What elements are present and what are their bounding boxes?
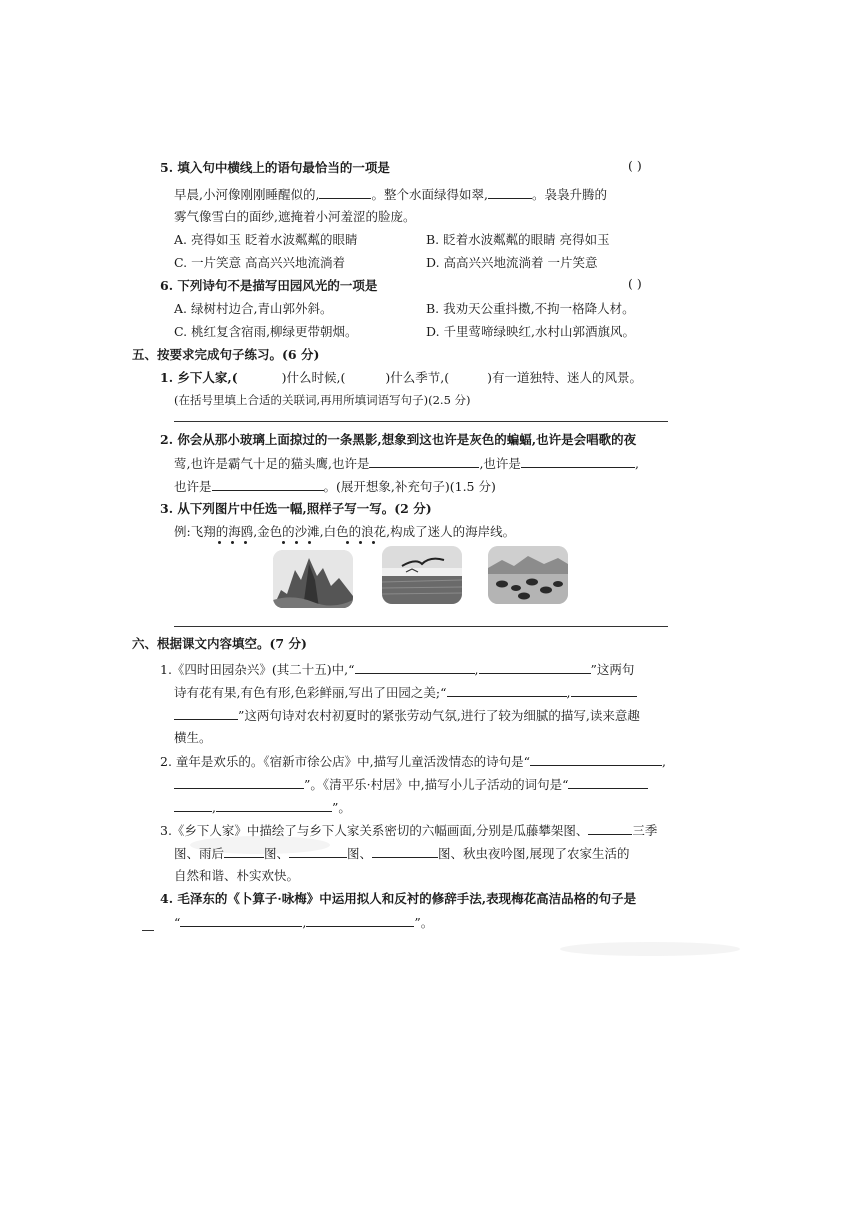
sec5-q2-text-5: 。(展开想象,补充句子)(1.5 分)	[323, 479, 496, 494]
sec6-q1-blank-4[interactable]	[571, 682, 637, 697]
sec6-q3-blank-3[interactable]	[289, 843, 347, 858]
emphasis-dots	[200, 541, 500, 545]
sec5-q2-text-3: ,也许是	[479, 456, 521, 471]
sec6-q3-line1	[160, 820, 657, 841]
sec5-q3-example: 例:飞翔的海鸥,金色的沙滩,白色的浪花,构成了迷人的海岸线。	[174, 524, 516, 539]
sec5-q1-text-3: )什么季节,(	[385, 370, 450, 385]
sec6-q1-comma-2: ,	[566, 685, 571, 700]
page-edge-mark	[142, 930, 154, 931]
sec6-q3-text-5: 图、	[347, 846, 373, 861]
sec6-q2-blank-5[interactable]	[216, 797, 332, 812]
sec6-q3-text-1: 3.《乡下人家》中描绘了与乡下人家关系密切的六幅画面,分别是瓜藤攀架图、	[160, 823, 589, 838]
sec5-q2-line2	[174, 453, 639, 474]
scan-smudge	[560, 942, 740, 956]
sec6-q1-comma-1: ,	[474, 662, 479, 677]
q5-option-c[interactable]: C. 一片笑意 高高兴兴地流淌着	[174, 255, 346, 270]
sec5-q2-text-2: 莺,也许是霸气十足的猫头鹰,也许是	[174, 456, 370, 471]
section-5-title: 五、按要求完成句子练习。(6 分)	[132, 347, 320, 362]
sec6-q4-text-2: ”。	[414, 915, 434, 930]
sec6-q2-comma-2: ,	[212, 800, 216, 815]
sec6-q4-line1	[160, 889, 636, 909]
sec6-q3-line3: 自然和谐、朴实欢快。	[174, 868, 300, 883]
sec6-q1-text-3: 诗有花有果,有色有形,色彩鲜丽,写出了田园之美;“	[174, 685, 447, 700]
q5-stem: 5. 填入句中横线上的语句最恰当的一项是	[160, 160, 390, 175]
grassland-herd-photo[interactable]	[488, 546, 568, 604]
sec6-q3-text-6: 图、秋虫夜吟图,展现了农家生活的	[438, 846, 630, 861]
sec6-q2-comma: ,	[662, 754, 666, 769]
sec5-q2-text-4: 也许是	[174, 479, 212, 494]
sec6-q4-blank-1[interactable]	[180, 912, 302, 927]
sec6-q1-text-4: ”这两句诗对农村初夏时的紧张劳动气氛,进行了较为细腻的描写,读来意趣	[238, 708, 640, 723]
sec5-q1-text-1: 1. 乡下人家,(	[160, 370, 238, 385]
sec6-q1-line3	[174, 705, 640, 726]
sec5-q2-blank-1[interactable]	[369, 453, 479, 468]
q6-option-d[interactable]: D. 千里莺啼绿映红,水村山郭酒旗风。	[426, 324, 635, 339]
sec5-q1-answer-line[interactable]	[174, 421, 668, 422]
sec6-q4-text-1: 4. 毛泽东的《卜算子·咏梅》中运用拟人和反衬的修辞手法,表现梅花高洁品格的句子是	[160, 891, 637, 906]
sec6-q2-text-3: ”。	[331, 800, 351, 815]
section-6-title: 六、根据课文内容填空。(7 分)	[132, 636, 307, 651]
q5-sentence-line1	[174, 184, 607, 205]
sec6-q1-text-1: 1.《四时田园杂兴》(其二十五)中,“	[160, 662, 355, 677]
sec6-q4-open-quote: “	[174, 915, 181, 930]
sec6-q1-blank-2[interactable]	[479, 659, 591, 674]
q5-blank-1[interactable]	[319, 184, 371, 199]
sec5-q1-text-4: )有一道独特、迷人的风景。	[487, 370, 643, 385]
sec5-q2-line3	[174, 476, 496, 497]
sec5-q3-stem: 3. 从下列图片中任选一幅,照样子写一写。(2 分)	[160, 501, 432, 516]
sec6-q2-blank-2[interactable]	[174, 774, 304, 789]
sec6-q2-blank-4[interactable]	[174, 797, 212, 812]
sec6-q3-blank-2[interactable]	[224, 843, 264, 858]
sec6-q3-text-3: 图、雨后	[174, 846, 225, 861]
sec6-q1-line2	[174, 682, 637, 703]
sec5-q1-text-2: )什么时候,(	[281, 370, 346, 385]
sec6-q4-blank-2[interactable]	[306, 912, 414, 927]
sec5-q2-text-1: 2. 你会从那小玻璃上面掠过的一条黑影,想象到这也许是灰色的蝙蝠,也许是会唱歌的夜	[160, 432, 637, 447]
sec5-q2-blank-3[interactable]	[212, 476, 324, 491]
sec6-q2-blank-3[interactable]	[568, 774, 648, 789]
q5-option-a[interactable]: A. 亮得如玉 眨着水波粼粼的眼睛	[174, 232, 358, 247]
sec5-q3-answer-line[interactable]	[174, 626, 668, 627]
q5-option-b[interactable]: B. 眨着水波粼粼的眼睛 亮得如玉	[426, 232, 610, 247]
sec5-q2-comma: ,	[634, 456, 639, 471]
q6-stem: 6. 下列诗句不是描写田园风光的一项是	[160, 278, 378, 293]
q5-answer-bracket[interactable]: ( )	[628, 158, 642, 173]
sec6-q1-line4: 横生。	[174, 730, 212, 745]
sec6-q2-line1	[160, 751, 666, 772]
sec6-q2-blank-1[interactable]	[530, 751, 662, 766]
sec6-q1-blank-3[interactable]	[447, 682, 567, 697]
q6-option-a[interactable]: A. 绿树村边合,青山郭外斜。	[174, 301, 333, 316]
q5-sentence-line2: 雾气像雪白的面纱,遮掩着小河羞涩的脸庞。	[174, 209, 416, 224]
sec5-q1-instruction: (在括号里填上合适的关联词,再用所填词语写句子)(2.5 分)	[174, 393, 471, 407]
sec6-q3-text-4: 图、	[264, 846, 290, 861]
sec6-q2-line2	[174, 774, 648, 795]
sec6-q3-text-2: 三季	[632, 823, 658, 838]
q5-text-3: 。袅袅升腾的	[531, 187, 607, 202]
q6-option-c[interactable]: C. 桃红复含宿雨,柳绿更带朝烟。	[174, 324, 358, 339]
sec6-q1-line1	[160, 659, 634, 680]
q5-option-d[interactable]: D. 高高兴兴地流淌着 一片笑意	[426, 255, 598, 270]
sec6-q1-text-2: ”这两句	[590, 662, 635, 677]
q5-blank-2[interactable]	[488, 184, 532, 199]
sec6-q3-line2	[174, 843, 630, 864]
q6-option-b[interactable]: B. 我劝天公重抖擞,不拘一格降人材。	[426, 301, 635, 316]
q6-answer-bracket[interactable]: ( )	[628, 276, 642, 291]
sec5-q2-blank-2[interactable]	[521, 453, 635, 468]
lake-birds-photo[interactable]	[382, 546, 462, 604]
mountain-photo[interactable]	[273, 550, 353, 608]
q5-text-2: 。整个水面绿得如翠,	[371, 187, 488, 202]
sec6-q4-line2	[174, 912, 433, 933]
sec6-q2-text-2: ”。《清平乐·村居》中,描写小儿子活动的词句是“	[304, 777, 569, 792]
sec6-q1-blank-1[interactable]	[355, 659, 475, 674]
sec6-q3-blank-1[interactable]	[588, 820, 632, 835]
sec6-q1-blank-5[interactable]	[174, 705, 238, 720]
sec6-q2-line3	[174, 797, 351, 818]
sec6-q2-text-1: 2. 童年是欢乐的。《宿新市徐公店》中,描写儿童活泼情态的诗句是“	[160, 754, 531, 769]
sec5-q1-line	[160, 368, 642, 388]
sec5-q2-line1	[160, 430, 636, 450]
q5-text-1: 早晨,小河像刚刚睡醒似的,	[174, 187, 320, 202]
sec6-q3-blank-4[interactable]	[372, 843, 438, 858]
sec6-q4-comma: ,	[302, 915, 307, 930]
